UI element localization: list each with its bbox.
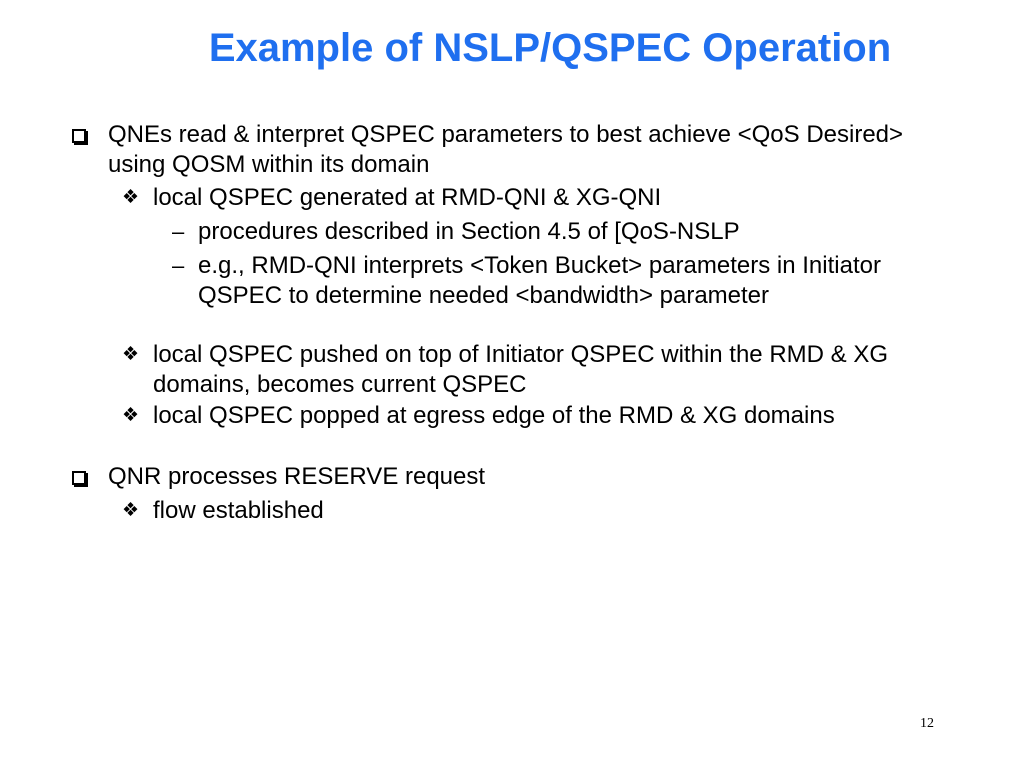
slide-title: Example of NSLP/QSPEC Operation	[208, 26, 892, 70]
bullet-text: local QSPEC generated at RMD-QNI & XG-QNI	[153, 184, 662, 211]
bullet-item-level2	[122, 401, 958, 431]
four-diamond-bullet-icon: ❖	[122, 187, 140, 208]
dash-bullet-marker: –	[172, 219, 185, 244]
four-diamond-bullet-icon: ❖	[122, 344, 140, 365]
bullet-text: local QSPEC popped at egress edge of the RMD & XG domains	[153, 402, 835, 429]
four-diamond-bullet-icon: ❖	[122, 500, 140, 521]
bullet-text: local QSPEC pushed on top of Initiator QSPEC within the RMD & XG domains, becomes current QSPEC	[153, 341, 888, 398]
four-diamond-bullet-icon: ❖	[122, 405, 140, 426]
bullet-item-level2	[122, 340, 958, 400]
bullet-item-level2	[122, 183, 958, 213]
bullet-text: QNR processes RESERVE request	[108, 463, 486, 490]
hollow-square-bullet-icon	[72, 462, 86, 492]
bullet-text: e.g., RMD-QNI interprets <Token Bucket> parameters in Initiator QSPEC to determine needed <bandwidth> parameter	[198, 252, 881, 309]
bullet-item-level1	[72, 120, 952, 180]
page-number: 12	[920, 716, 934, 731]
dash-bullet-marker: –	[172, 253, 185, 278]
bullet-text: procedures described in Section 4.5 of [QoS-NSLP	[198, 218, 740, 245]
bullet-item-level1	[72, 462, 952, 492]
bullet-text: QNEs read & interpret QSPEC parameters to best achieve <QoS Desired> using QOSM within its domain	[108, 121, 904, 178]
hollow-square-bullet-icon	[72, 120, 86, 150]
bullet-item-level2	[122, 496, 958, 526]
bullet-item-level3	[172, 217, 932, 247]
bullet-text: flow established	[153, 497, 324, 524]
bullet-item-level3	[172, 251, 932, 311]
